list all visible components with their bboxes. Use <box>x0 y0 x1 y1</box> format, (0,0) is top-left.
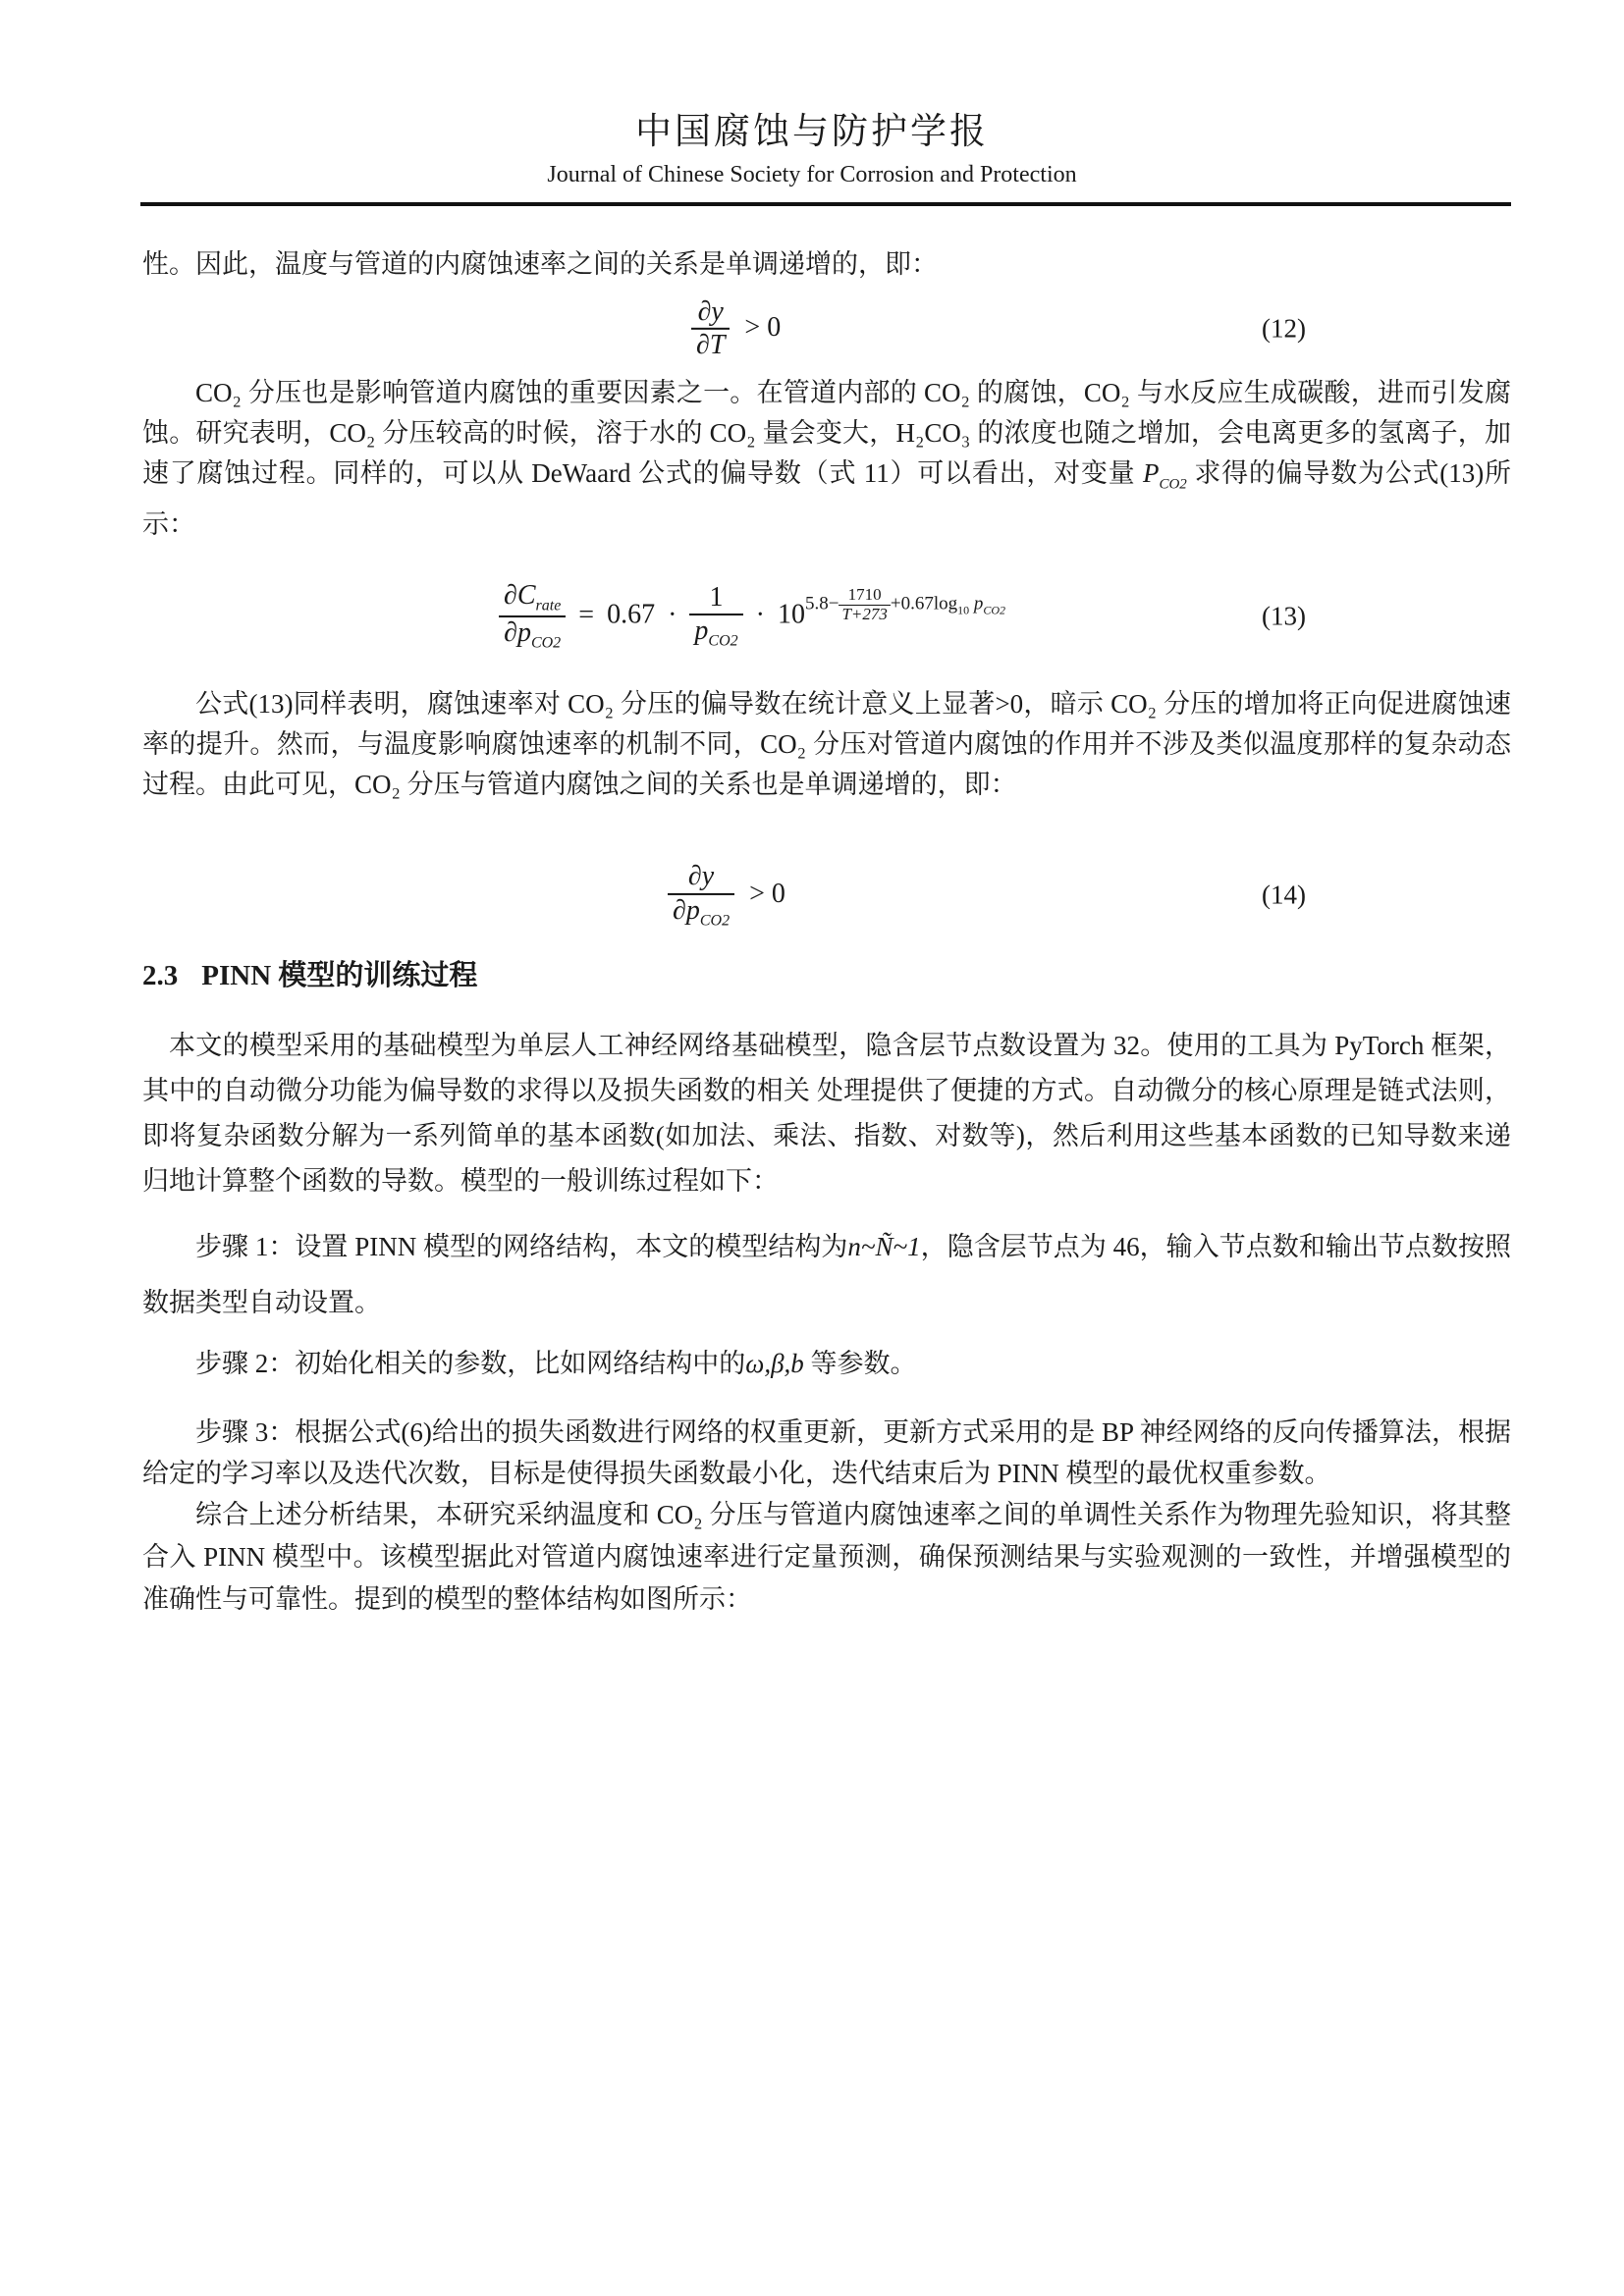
equation-12 <box>142 285 1511 373</box>
section-number: 2.3 <box>142 960 179 992</box>
page-body <box>0 243 1624 1621</box>
base-ten: 10 <box>777 599 805 630</box>
paragraph-text: 等参数。 <box>803 1349 917 1379</box>
multiplication-dot: · <box>668 599 677 630</box>
journal-title-english: Journal of Chinese Society for Corrosion and Protection <box>547 162 1077 187</box>
paragraph-text: 步骤 1：设置 PINN 模型的网络结构，本文的模型结构为 <box>195 1232 848 1262</box>
paragraph-step-3: 步骤 3：根据公式(6)给出的损失函数进行网络的权重更新，更新方式采用的是 BP 神经网络的反向传播算法，根据给定的学习率以及迭代次数，目标是使得损失函数最小化，迭代结束后为 PINN 模型的最优权重参数。 <box>142 1417 1511 1489</box>
fraction-denominator: ∂T <box>696 330 726 360</box>
fraction-numerator: 1 <box>689 582 742 615</box>
fraction-numerator: $\partial C_{rate}$ <box>499 580 566 617</box>
fraction-denominator: $\partial p_{CO2}$ <box>504 617 562 652</box>
equation-13-expression <box>499 580 1005 653</box>
fraction <box>689 582 742 651</box>
fraction <box>691 296 730 361</box>
paragraph-text: CO₂ 分压也是影响管道内腐蚀的重要因素之一。在管道内部的 CO₂ 的腐蚀，CO₂ 与水反应生成碳酸，进而引发腐蚀。研究表明，CO₂ 分压较高的时候，溶于水的 CO₂ 量会变大，H₂CO₃ 的浓度也随之增加，会电离更多的氢离子，加速了腐蚀过程。同样的，可以从 DeWaard 公式的偏导数（式 11）可以看出，对变量 <box>142 378 1511 488</box>
equation-14-number: (14) <box>1262 880 1306 910</box>
inequality: > 0 <box>749 878 785 909</box>
journal-title-chinese: 中国腐蚀与防护学报 <box>635 112 989 152</box>
paragraph-text: ，隐含层节点为 46，输入节点数和输出节点数按照数据类型自动设置。 <box>142 1232 1511 1318</box>
paragraph-co2-partial-pressure <box>142 373 1511 545</box>
section-heading-2-3 <box>142 956 1511 995</box>
fraction-numerator: ∂y <box>691 296 730 330</box>
inequality: > 0 <box>744 311 782 343</box>
fraction <box>499 580 566 653</box>
exponent: 5.8− $\frac{1710}{T+273}$ $+0.67\log_{10}$ $p_{CO2}$ <box>804 585 1006 623</box>
variable-p: P <box>1142 458 1160 488</box>
coefficient: 0.67 <box>607 599 656 630</box>
page-header <box>0 0 1624 206</box>
multiplication-dot: · <box>755 599 765 630</box>
equation-13 <box>142 562 1511 670</box>
fraction-denominator: $p_{CO2}$ <box>694 615 738 651</box>
parameters-math: ω,β,b <box>745 1349 804 1379</box>
exponent-fraction: $\frac{1710}{T+273}$ <box>839 586 890 623</box>
paragraph-model-description: 本文的模型采用的基础模型为单层人工神经网络基础模型，隐含层节点数设置为 32。使用的工具为 PyTorch 框架，其中的自动微分功能为偏导数的求得以及损失函数的相关 处理提供了便捷的方式。自动微分的核心原理是链式法则，即将复杂函数分解为一系列简单的基本函数(如加法、乘法、指数、对数等)，然后利用这些基本函数的已知导数来递归地计算整个函数的导数。模型的一般训练过程如下： <box>142 1031 1511 1197</box>
paragraph-text: 步骤 2：初始化相关的参数，比如网络结构中的 <box>195 1349 746 1379</box>
fraction-denominator: $\partial p_{CO2}$ <box>673 894 731 930</box>
equation-14-expression <box>668 861 785 930</box>
equation-13-number: (13) <box>1262 601 1306 631</box>
variable-p-subscript: CO2 <box>1159 476 1187 493</box>
section-title: PINN 模型的训练过程 <box>201 960 478 992</box>
equals-sign: = <box>578 599 595 630</box>
paragraph-step-2 <box>142 1343 1511 1385</box>
network-structure-math: n~Ñ~1 <box>847 1232 921 1262</box>
fraction-numerator: ∂y <box>668 861 734 894</box>
paragraph-equation13-discussion: 公式(13)同样表明，腐蚀速率对 CO₂ 分压的偏导数在统计意义上显著>0，暗示 CO₂ 分压的增加将正向促进腐蚀速率的提升。然而，与温度影响腐蚀速率的机制不同，CO₂ 分压对管道内腐蚀的作用并不涉及类似温度那样的复杂动态过程。由此可见，CO₂ 分压与管道内腐蚀之间的关系也是单调递增的，即： <box>142 689 1511 800</box>
equation-12-number: (12) <box>1262 313 1306 344</box>
equation-12-expression <box>691 296 781 361</box>
paragraph-step-1 <box>142 1219 1511 1331</box>
paragraph-monotonic-temperature: 性。因此，温度与管道的内腐蚀速率之间的关系是单调递增的，即： <box>142 249 938 279</box>
paragraph-text: 求得的偏导数为公式(13)所示： <box>142 458 1512 540</box>
equation-14 <box>142 846 1511 944</box>
header-divider <box>140 202 1511 206</box>
paragraph-summary: 综合上述分析结果，本研究采纳温度和 CO₂ 分压与管道内腐蚀速率之间的单调性关系作为物理先验知识，将其整合入 PINN 模型中。该模型据此对管道内腐蚀速率进行定量预测，确保预测结果与实验观测的一致性，并增强模型的准确性与可靠性。提到的模型的整体结构如图所示： <box>142 1500 1511 1615</box>
fraction <box>668 861 734 930</box>
